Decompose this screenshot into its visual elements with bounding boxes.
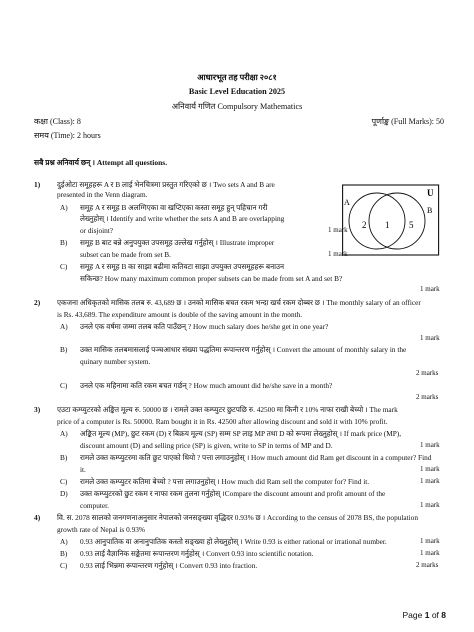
instruction: सबै प्रश्न अनिवार्य छन् । Attempt all questions.: [34, 158, 168, 167]
page-prefix: Page: [402, 610, 425, 620]
subquestion-label: C): [60, 381, 68, 390]
subquestion-label: B): [60, 345, 68, 354]
subquestion-text: 0.93 आनुपातिक वा अनानुपातिक कस्तो सङ्ख्या हो लेख्नुहोस् । Write 0.93 is either rational or irrational number.: [80, 537, 387, 546]
subquestion-text: computer.: [80, 501, 109, 510]
current-page: 1: [424, 610, 430, 620]
subquestion-label: B): [60, 549, 68, 558]
question-number: 4): [34, 513, 41, 522]
question-number: 1): [34, 180, 41, 189]
intersection-value: 1: [385, 220, 390, 230]
subquestion-label: A): [60, 322, 68, 331]
question-text: दुईओटा समूहहरू A र B लाई भेनचित्रमा प्रस्तुत गरिएको छ । Two sets A and B are: [57, 180, 275, 189]
marks-label: 2 marks: [416, 561, 439, 569]
subquestion-label: B): [60, 238, 68, 247]
venn-diagram: [342, 182, 440, 256]
subquestion-text: उक्त मासिक तलबमासलाई पञ्चआधार संख्या पद्धतिमा रूपान्तरण गर्नुहोस् । Convert the amount of monthly salary in the: [80, 345, 407, 354]
set-a-label: A: [344, 198, 350, 207]
subquestion-label: A): [60, 203, 68, 212]
subquestion-text: समूह B बाट बन्ने अनुपयुक्त उपसमूह उल्लेख गर्नुहोस् । Illustrate improper: [80, 238, 275, 247]
subquestion-text: सकिन्छ? How many maximum common proper subsets can be made from set A and set B?: [80, 274, 343, 283]
marks-label: 1 mark: [420, 441, 440, 449]
set-b-label: B: [427, 206, 433, 215]
page-of: of: [429, 610, 442, 620]
subquestion-text: it.: [80, 465, 86, 474]
subquestion-text: उनले एक वर्षमा जम्मा तलब कति पाउँछन् ? How much salary does he/she get in one year?: [80, 322, 329, 331]
question-text: वि. स. 2078 सालको जनगणनाअनुसार नेपालको जनसङ्ख्या वृद्धिदर 0.93% छ । According to the census of 2078 BS, the population: [57, 513, 418, 522]
nepali-exam-title: आधारभूत तह परीक्षा २०८१: [197, 73, 277, 82]
only-b-value: 5: [409, 220, 414, 230]
subquestion-label: C): [60, 477, 68, 486]
time-info: समय (Time): 2 hours: [34, 131, 101, 140]
marks-label: 1 mark: [420, 537, 440, 545]
subquestion-label: B): [60, 453, 68, 462]
marks-label: 2 marks: [416, 369, 439, 377]
subquestion-text: subset can be made from set B.: [80, 250, 171, 259]
universal-set-label: U: [427, 188, 434, 198]
question-text: growth rate of Nepal is 0.93%: [57, 525, 145, 534]
subquestion-text: रामले उक्त कम्प्युटरमा कति छुट पाएको थियो ? पत्ता लगाउनुहोस् । How much amount did Ram get discount in a computer? Find: [80, 453, 432, 462]
question-text: is Rs. 43,689. The expenditure amount is double of the saving amount in the month.: [57, 310, 303, 319]
full-marks-info: पूर्णाङ्क (Full Marks): 50: [371, 117, 444, 126]
marks-label: 1 mark: [328, 250, 348, 258]
subquestion-label: D): [60, 489, 68, 498]
universal-set-box: [343, 185, 439, 255]
marks-label: 1 mark: [420, 465, 440, 473]
subquestion-label: A): [60, 537, 68, 546]
subquestion-text: quinary number system.: [80, 357, 151, 366]
subquestion-text: लेख्नुहोस् । Identify and write whether the sets A and B are overlapping: [80, 214, 285, 223]
subquestion-text: समूह A र समूह B अलग्गिएका वा खप्टिएका कस्ता समूह हुन् पहिचान गरी: [80, 203, 268, 212]
question-number: 3): [34, 405, 41, 414]
marks-label: 1 mark: [420, 549, 440, 557]
question-text: presented in the Venn diagram.: [57, 190, 148, 199]
marks-label: 1 mark: [420, 334, 440, 342]
subquestion-text: रामले उक्त कम्प्युटर कतिमा बेच्यो ? पत्ता लगाउनुहोस् । How much did Ram sell the computer for? Find it.: [80, 477, 370, 486]
subquestion-text: अङ्कित मूल्य (MP), छुट रकम (D) र बिक्रय मूल्य (SP) सम्म SP लाइ MP तथा D को रूपमा लेख्नुहोस् । If mark price (MP),: [80, 429, 402, 438]
subquestion-text: उनले एक महिनामा कति रकम बचत गर्छन् ? How much amount did he/she save in a month?: [80, 381, 333, 390]
subquestion-text: 0.93 लाई भिन्नमा रूपान्तरण गर्नुहोस् । Convert 0.93 into fraction.: [80, 561, 258, 570]
marks-label: 1 mark: [420, 285, 440, 293]
question-text: एकजना अधिकृतको मासिक तलब रु. 43,689 छ । उनको मासिक बचत रकम भन्दा खर्च रकम दोब्बर छ । The monthly salary of an officer: [57, 298, 421, 307]
subquestion-text: उक्त कम्प्युटरको छुट रकम र नाफा रकम तुलना गर्नुहोस् ।Compare the discount amount and profit amount of the: [80, 489, 386, 498]
marks-label: 1 mark: [328, 226, 348, 234]
exam-title: Basic Level Education 2025: [188, 87, 286, 96]
marks-label: 1 mark: [420, 477, 440, 485]
class-info: कक्षा (Class): 8: [34, 117, 81, 126]
subquestion-text: समूह A र समूह B का साझा बढीमा कतिवटा साझा उपयुक्त उपसमूहहरू बनाउन: [80, 262, 285, 271]
marks-label: 1 mark: [420, 501, 440, 509]
subquestion-label: C): [60, 561, 68, 570]
question-text: एउटा कम्प्युटरको अङ्कित मूल्य रु. 50000 छ । रामले उक्त कम्प्युटर छुटपछि रु. 42500 मा किनी र 10% नाफा राखी बेच्यो । The mark: [57, 405, 398, 414]
question-number: 2): [34, 298, 41, 307]
question-text: price of a computer is Rs. 50000. Ram bought it in Rs. 42500 after allowing discount and sold it with 10% profit.: [57, 417, 388, 426]
total-pages: 8: [441, 610, 446, 620]
only-a-value: 2: [362, 220, 367, 230]
page-number: [403, 610, 447, 620]
subquestion-text: discount amount (D) and selling price (SP) is given, write to SP in terms of MP and D.: [80, 441, 333, 450]
marks-label: 2 marks: [416, 393, 439, 401]
subquestion-label: A): [60, 429, 68, 438]
subquestion-text: or disjoint?: [80, 226, 114, 235]
subject-title: अनिवार्य गणित Compulsory Mathematics: [171, 102, 303, 111]
subquestion-text: 0.93 लाई वैज्ञानिक सङ्केतमा रूपान्तरण गर्नुहोस् । Convert 0.93 into scientific notation.: [80, 549, 314, 558]
subquestion-label: C): [60, 262, 68, 271]
